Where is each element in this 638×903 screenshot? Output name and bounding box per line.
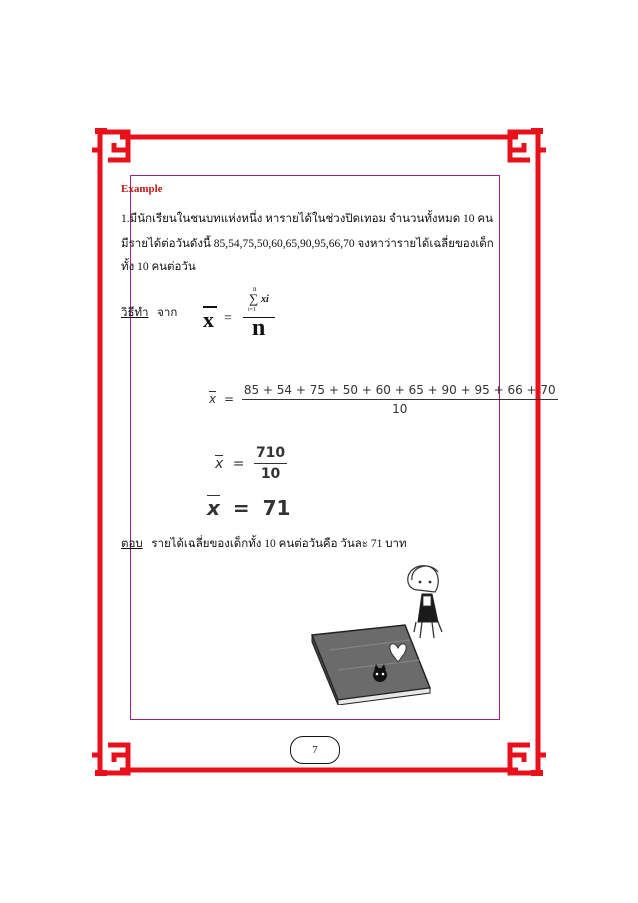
- step1-denominator: 10: [392, 402, 408, 416]
- step1-numerator: 85 + 54 + 75 + 50 + 60 + 65 + 90 + 95 + 66 + 70: [242, 383, 558, 400]
- formula-sum-var: xi: [261, 294, 269, 305]
- step2-equals: =: [232, 455, 245, 472]
- answer-text: รายได้เฉลี่ยของเด็กทั้ง 10 คนต่อวันคือ วันละ 71 บาท: [151, 538, 407, 550]
- mean-formula: [203, 285, 288, 345]
- step3-xbar: x: [207, 496, 220, 520]
- step1-fraction: [242, 383, 558, 416]
- step3-equals: =: [232, 496, 250, 520]
- girl-on-book-illustration: [310, 560, 460, 705]
- solution-from: จาก: [157, 307, 178, 319]
- formula-equals: =: [224, 311, 232, 326]
- step1-xbar: x: [209, 392, 217, 406]
- formula-denominator: n: [252, 315, 266, 341]
- solution-line: [121, 304, 177, 322]
- step2-fraction: [254, 445, 287, 482]
- formula-sum-bottom: i=1: [248, 307, 257, 313]
- step3-equation: [207, 496, 290, 520]
- step2-numerator: 710: [254, 445, 287, 464]
- page-number: 7: [290, 736, 340, 764]
- formula-sum-top: n: [253, 285, 257, 293]
- step1-equation: [209, 383, 558, 416]
- step3-result: 71: [262, 496, 291, 520]
- formula-xbar: x: [203, 307, 214, 333]
- formula-sum-symbol: ∑: [249, 291, 259, 306]
- answer-line: [121, 535, 407, 553]
- problem-line-1: 1.มีนักเรียนในชนบทแห่งหนึ่ง หารายได้ในช่วงปิดเทอม จำนวนทั้งหมด 10 คน: [121, 213, 493, 225]
- example-heading: Example: [121, 183, 163, 195]
- problem-line-2: มีรายได้ต่อวันดังนี้ 85,54,75,50,60,65,90,95,66,70 จงหาว่ารายได้เฉลี่ยของเด็ก: [121, 238, 494, 250]
- problem-line-3: ทั้ง 10 คนต่อวัน: [121, 261, 196, 273]
- answer-label: ตอบ: [121, 538, 143, 550]
- step2-equation: [215, 445, 287, 482]
- step1-equals: =: [223, 392, 234, 406]
- step2-denominator: 10: [260, 466, 281, 482]
- solution-label: วิธีทำ: [121, 307, 149, 319]
- step2-xbar: x: [215, 455, 224, 472]
